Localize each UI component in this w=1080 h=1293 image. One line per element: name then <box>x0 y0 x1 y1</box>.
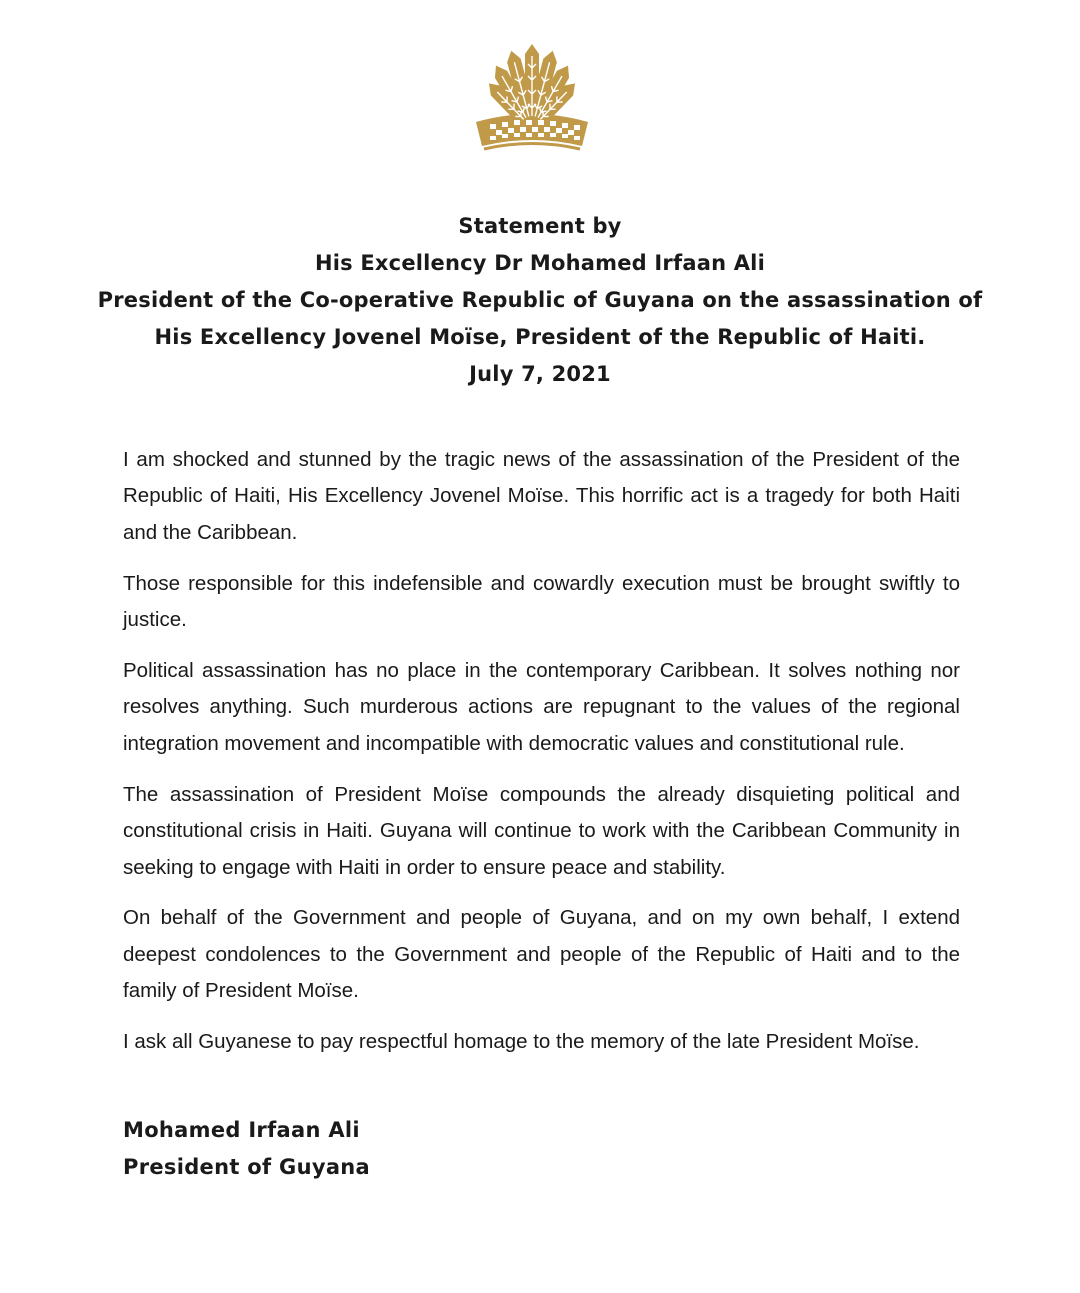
statement-paragraph: I am shocked and stunned by the tragic news of the assassination of the President of the Republic of Haiti, His Excellency Jovenel Moïse. This horrific act is a tragedy for both Haiti and the Caribbean. <box>123 448 960 544</box>
header-line-statement-by: Statement by <box>458 214 622 238</box>
statement-date: July 7, 2021 <box>469 362 611 386</box>
header-line-his-excellency: His Excellency Dr Mohamed Irfaan Ali <box>315 251 765 275</box>
statement-header <box>60 208 1020 393</box>
signatory-name: Mohamed Irfaan Ali <box>123 1118 360 1142</box>
statement-paragraph: Political assassination has no place in the contemporary Caribbean. It solves nothing nor resolves anything. Such murderous actions are repugnant to the values of the regional integration movement and incompatible with democratic values and constitutional rule. <box>123 659 960 755</box>
crown-crest-icon <box>454 36 610 156</box>
statement-paragraph: I ask all Guyanese to pay respectful homage to the memory of the late President Moïse. <box>123 1030 920 1054</box>
header-line-president-of-guyana: President of the Co-operative Republic of Guyana on the assassination of <box>97 288 983 312</box>
signature-block <box>123 1112 370 1185</box>
statement-paragraph: On behalf of the Government and people of Guyana, and on my own behalf, I extend deepest condolences to the Government and people of the Republic of Haiti and to the family of President Moïse. <box>123 906 960 1003</box>
statement-body <box>123 442 960 1075</box>
signatory-title: President of Guyana <box>123 1154 371 1179</box>
header-line-president-of-haiti: His Excellency Jovenel Moïse, President of the Republic of Haiti. <box>154 325 926 349</box>
statement-paragraph: Those responsible for this indefensible and cowardly execution must be brought swiftly to justice. <box>123 571 960 632</box>
statement-paragraph: The assassination of President Moïse compounds the already disquieting political and constitutional crisis in Haiti. Guyana will continue to work with the Caribbean Community in seeking to engage with Haiti in order to ensure peace and stability. <box>123 782 960 879</box>
